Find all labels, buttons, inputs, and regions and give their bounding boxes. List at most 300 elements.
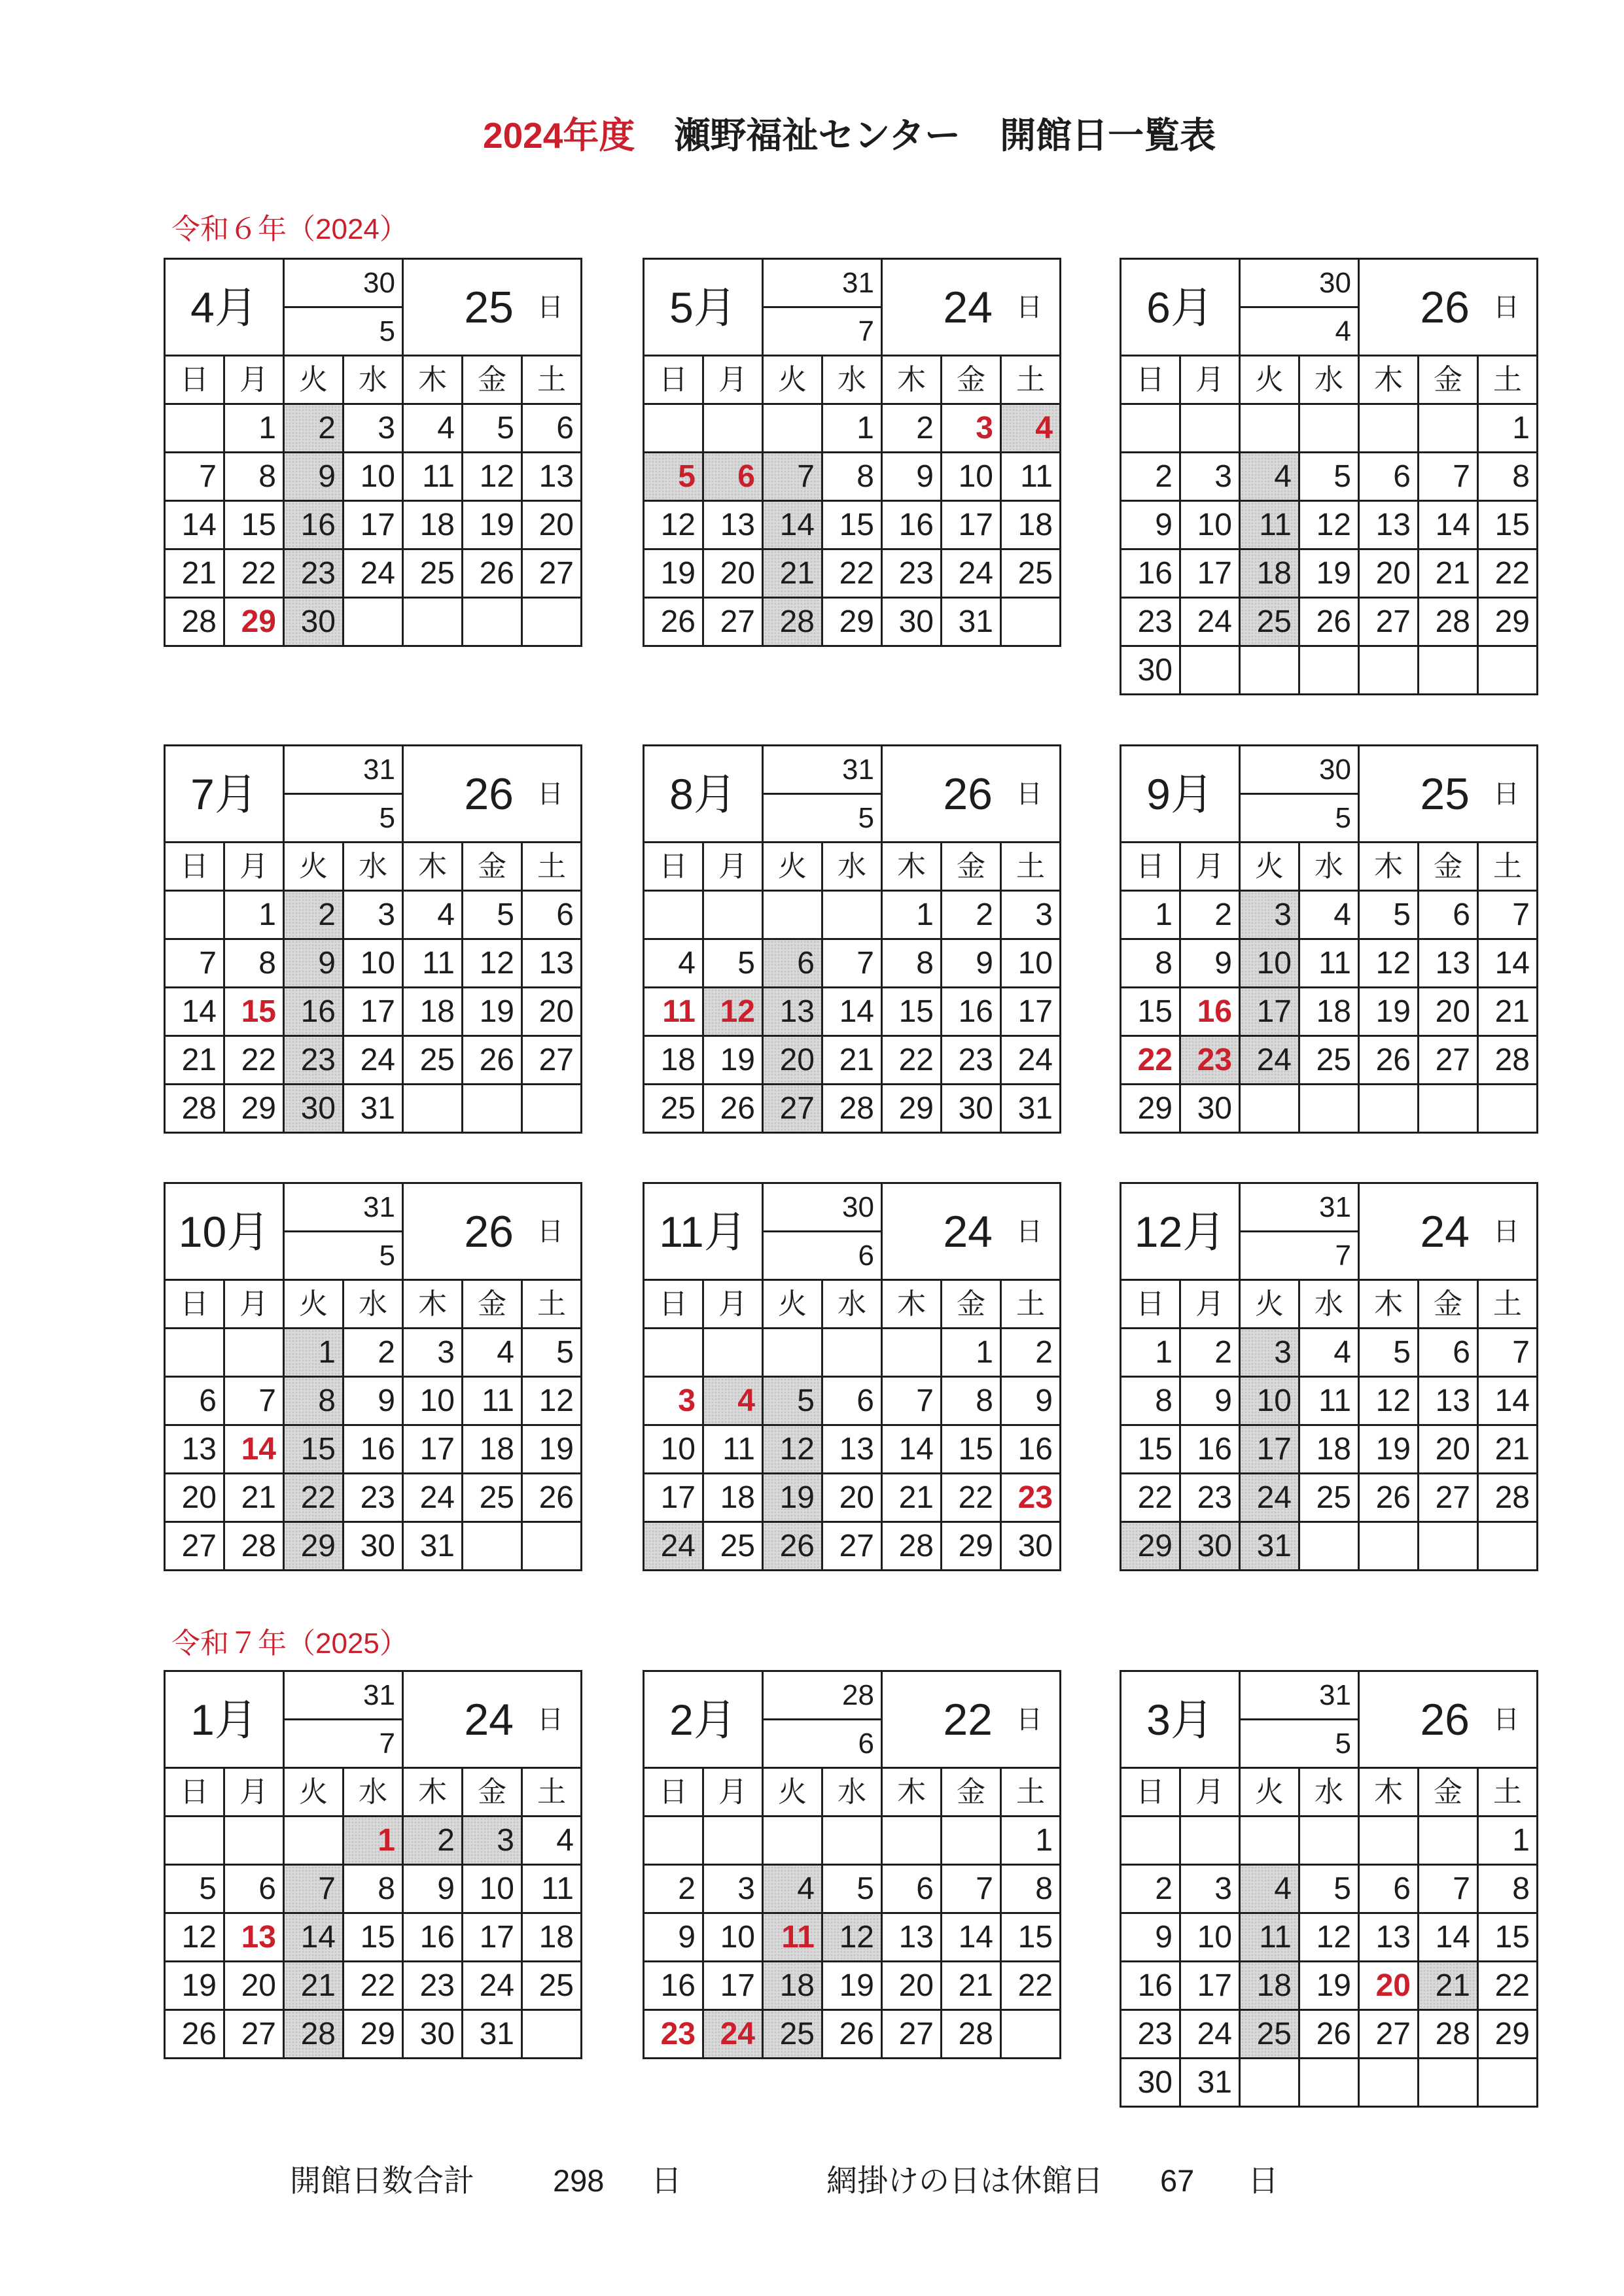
day-cell [1359,598,1419,646]
closed-day-cell [1240,1962,1299,2010]
closed-day-cell [284,1865,344,1913]
day-number: 31 [958,604,993,639]
day-cell [942,501,1001,549]
day-cell [1121,549,1180,598]
month-table [643,258,1061,647]
weekday-header [344,1280,403,1329]
day-number: 15 [898,994,934,1029]
day-number: 14 [898,1431,934,1467]
weekday-label: 月 [239,1775,268,1808]
day-cell [1419,939,1478,988]
month-label: 4月 [190,283,258,332]
closed-days-total-unit: 日 [1248,2163,1279,2198]
day-number: 8 [1035,1871,1053,1906]
day-number: 31 [1197,2064,1232,2100]
day-number: 8 [258,945,276,981]
closed-day-cell [284,404,344,453]
week-row [165,891,582,939]
day-number: 4 [437,897,455,932]
day-number: 17 [479,1919,514,1955]
day-cell [1121,501,1180,549]
days-in-month [285,1184,402,1232]
day-cell [1478,1962,1538,2010]
week-row [644,1865,1061,1913]
day-number: 15 [1137,994,1173,1029]
day-cell [644,939,703,988]
day-cell [822,598,882,646]
closed-days-count [764,795,881,841]
day-number: 7 [258,1383,276,1418]
week-row [1121,2059,1538,2107]
days-in-month [285,1672,402,1720]
week-row [644,1522,1061,1571]
weekday-label: 月 [239,1287,268,1320]
day-cell [463,404,522,453]
closed-days-count-value: 7 [858,315,874,347]
day-number: 6 [1393,1871,1411,1906]
day-number: 24 [1017,1042,1053,1077]
day-number: 20 [538,994,574,1029]
weekday-label: 木 [418,363,447,396]
month-label: 8月 [669,769,737,818]
closed-day-cell [763,501,822,549]
week-row [1121,891,1538,939]
day-number: 20 [538,507,574,542]
day-number: 17 [958,507,993,542]
weekday-label: 日 [180,1775,209,1808]
weekday-label: 木 [897,363,926,396]
weekday-label: 水 [1315,1287,1343,1320]
week-row [1121,1377,1538,1425]
weekday-header [644,843,703,891]
day-cell [344,1085,403,1133]
closed-day-cell [763,598,822,646]
weekday-label: 火 [778,363,807,396]
day-cell [1001,1865,1061,1913]
weekday-label: 月 [718,1287,747,1320]
day-number: 29 [1494,604,1530,639]
day-number: 14 [181,507,217,542]
day-number: 15 [360,1919,395,1955]
day-number: 8 [318,1383,336,1418]
holiday-day-number: 3 [678,1383,696,1418]
open-days-value: 24 [943,1206,993,1257]
day-number: 30 [1197,1528,1232,1563]
day-cell [1121,1329,1180,1377]
day-cell [1299,1474,1359,1522]
day-number: 13 [779,994,815,1029]
day-cell [1001,891,1061,939]
day-number: 4 [1274,459,1292,494]
day-cell [344,1522,403,1571]
empty-day-cell [1299,404,1359,453]
holiday-day-number: 29 [241,604,276,639]
day-number: 5 [497,410,514,445]
day-number: 16 [898,507,934,542]
day-cell [1478,1329,1538,1377]
month-header-row [165,1671,582,1768]
day-number: 18 [779,1968,815,2003]
day-cell [1478,2010,1538,2059]
day-number: 21 [181,555,217,591]
day-cell [224,1522,284,1571]
day-cell [224,2010,284,2059]
day-number: 16 [1137,1968,1173,2003]
holiday-day-number: 12 [720,994,755,1029]
day-cell [703,1036,763,1085]
title-fiscal-year: 2024年度 [483,115,635,156]
day-cell [1299,1425,1359,1474]
day-number: 7 [916,1383,934,1418]
day-number: 13 [898,1919,934,1955]
week-row [1121,1522,1538,1571]
day-cell [1299,1329,1359,1377]
month-header-row [165,1183,582,1280]
day-cell [1299,453,1359,501]
week-row [644,891,1061,939]
day-number: 26 [839,2016,874,2051]
open-days [883,1673,1059,1766]
weekday-header [882,1280,942,1329]
weekday-label: 月 [1195,363,1224,396]
day-cell [942,2010,1001,2059]
week-row [1121,404,1538,453]
day-cell [882,549,942,598]
open-days-value: 26 [464,1206,514,1257]
open-days-unit: 日 [1493,1217,1519,1246]
week-row [165,598,582,646]
day-cell [1001,1962,1061,2010]
closed-day-cell [763,1425,822,1474]
day-number: 18 [660,1042,696,1077]
day-cell [1478,453,1538,501]
day-number: 12 [779,1431,815,1467]
day-number: 14 [181,994,217,1029]
day-number: 20 [779,1042,815,1077]
day-cell [463,2010,522,2059]
day-cell [522,1425,582,1474]
day-cell [224,1085,284,1133]
day-number: 19 [1316,555,1351,591]
year-label-2024: 令和６年（2024） [171,213,408,245]
day-cell [644,501,703,549]
closed-day-cell [1240,1377,1299,1425]
week-row [1121,1913,1538,1962]
day-cell [942,1329,1001,1377]
weekday-label: 水 [1315,850,1343,882]
closed-day-cell [1180,1522,1240,1571]
day-number: 22 [300,1480,336,1515]
open-days [1360,261,1536,354]
weekday-header [403,356,463,404]
day-cell [522,1962,582,2010]
day-cell [1180,1474,1240,1522]
day-number: 16 [419,1919,455,1955]
weekday-label: 土 [1016,1287,1045,1320]
day-count-cell [284,1183,403,1280]
weekday-label: 火 [1255,1287,1284,1320]
day-cell [165,939,224,988]
day-cell [644,1036,703,1085]
day-number: 26 [1316,604,1351,639]
day-cell [942,1425,1001,1474]
weekday-header [1180,843,1240,891]
day-number: 27 [1435,1042,1470,1077]
day-number: 5 [1333,1871,1351,1906]
day-number: 27 [538,1042,574,1077]
weekday-header [1359,356,1419,404]
day-cell [344,1036,403,1085]
day-number: 26 [1316,2016,1351,2051]
weekday-label: 火 [1255,363,1284,396]
day-number: 21 [241,1480,276,1515]
day-number: 18 [1017,507,1053,542]
weekday-label: 金 [478,850,506,882]
empty-day-cell [1001,598,1061,646]
day-cell [1359,501,1419,549]
month-header-row [165,259,582,356]
day-cell [703,939,763,988]
day-cell [1419,1913,1478,1962]
day-number: 16 [660,1968,696,2003]
closed-day-cell [763,1913,822,1962]
day-cell [1001,453,1061,501]
day-number: 23 [1137,604,1173,639]
day-number: 13 [538,459,574,494]
day-number: 30 [1017,1528,1053,1563]
day-cell [165,2010,224,2059]
day-number: 29 [360,2016,395,2051]
days-in-month [1241,1184,1358,1232]
open-days-unit: 日 [1016,292,1042,322]
open-days [404,261,580,354]
days-in-month-value: 31 [363,753,395,786]
empty-day-cell [1299,646,1359,695]
day-cell [403,1425,463,1474]
closed-day-cell [284,1036,344,1085]
weekday-header [763,1280,822,1329]
day-cell [882,453,942,501]
week-row [165,1425,582,1474]
day-number: 3 [1274,1334,1292,1370]
day-cell [344,1377,403,1425]
weekday-label: 金 [957,1775,985,1808]
day-number: 9 [678,1919,696,1955]
day-number: 9 [1035,1383,1053,1418]
day-number: 7 [199,459,217,494]
day-cell [1299,501,1359,549]
day-number: 11 [1318,1383,1351,1418]
day-cell [644,1377,703,1425]
day-number: 18 [1256,555,1292,591]
day-number: 7 [199,945,217,981]
month-label-cell [1121,259,1240,356]
day-number: 24 [660,1528,696,1563]
empty-day-cell [1001,2010,1061,2059]
week-row [165,1036,582,1085]
day-cell [463,1474,522,1522]
empty-day-cell [942,1817,1001,1865]
weekday-header [942,1280,1001,1329]
day-number: 11 [1318,945,1351,981]
weekday-label: 水 [838,1775,866,1808]
empty-day-cell [403,1085,463,1133]
weekday-label: 火 [299,1775,328,1808]
day-cell [1419,891,1478,939]
days-in-month [285,746,402,795]
weekday-header-row [644,1280,1061,1329]
month-table [643,1182,1061,1571]
day-cell [1359,1962,1419,2010]
weekday-label: 火 [299,1287,328,1320]
day-cell [522,1913,582,1962]
day-number: 28 [181,1090,217,1126]
day-cell [1478,501,1538,549]
empty-day-cell [703,1329,763,1377]
day-cell [165,501,224,549]
day-number: 8 [378,1871,395,1906]
day-cell [942,549,1001,598]
day-number: 23 [419,1968,455,2003]
day-cell [822,1085,882,1133]
weekday-label: 木 [897,1287,926,1320]
day-number: 11 [422,459,455,494]
day-cell [344,1329,403,1377]
day-number: 17 [720,1968,755,2003]
weekday-label: 日 [1136,850,1165,882]
day-number: 11 [541,1871,574,1906]
week-row [165,1329,582,1377]
weekday-header [1240,356,1299,404]
day-number: 7 [976,1871,993,1906]
day-cell [1478,1474,1538,1522]
day-number: 16 [1017,1431,1053,1467]
day-cell [882,404,942,453]
weekday-header [522,843,582,891]
day-number: 22 [360,1968,395,2003]
day-cell [1121,988,1180,1036]
day-cell [1180,1865,1240,1913]
day-cell [522,1036,582,1085]
day-cell [1180,1962,1240,2010]
day-cell [463,939,522,988]
weekday-label: 土 [1493,850,1522,882]
weekday-label: 月 [1195,1775,1224,1808]
week-row [1121,1474,1538,1522]
closed-day-cell [1240,1474,1299,1522]
day-number: 3 [497,1822,514,1858]
day-cell [463,1913,522,1962]
title-document: 開館日一覧表 [1000,115,1216,156]
empty-day-cell [1359,1085,1419,1133]
day-number: 22 [1494,1968,1530,2003]
open-days-unit: 日 [1016,1217,1042,1246]
weekday-header [1478,1280,1538,1329]
month-header-row [644,1183,1061,1280]
day-number: 5 [1333,459,1351,494]
empty-day-cell [1419,404,1478,453]
closed-day-cell [763,1962,822,2010]
day-number: 18 [538,1919,574,1955]
weekday-header-row [165,356,582,404]
day-cell [1478,549,1538,598]
weekday-label: 木 [1374,1287,1403,1320]
day-number: 16 [1197,1431,1232,1467]
day-number: 8 [258,459,276,494]
day-number: 23 [360,1480,395,1515]
day-number: 30 [898,604,934,639]
empty-day-cell [703,891,763,939]
day-number: 30 [360,1528,395,1563]
day-cell [644,2010,703,2059]
day-number: 1 [1512,1822,1530,1858]
month-label-cell [644,1183,763,1280]
weekday-label: 水 [838,850,866,882]
day-cell [1478,404,1538,453]
day-number: 11 [1259,1919,1292,1955]
calendar-january [164,1670,582,2059]
empty-day-cell [1180,1817,1240,1865]
weekday-label: 月 [239,850,268,882]
closed-days-count [285,795,402,841]
day-number: 6 [916,1871,934,1906]
day-cell [463,453,522,501]
open-days-total-label: 開館日数合計 [290,2163,474,2198]
day-number: 23 [1137,2016,1173,2051]
day-number: 1 [258,897,276,932]
day-cell [942,939,1001,988]
week-row [1121,453,1538,501]
day-cell [1180,939,1240,988]
weekday-header [1180,356,1240,404]
weekday-header-row [1121,843,1538,891]
day-number: 29 [839,604,874,639]
closed-days-total-value: 67 [1160,2163,1195,2198]
open-days-value: 26 [943,769,993,819]
day-number: 26 [1375,1042,1411,1077]
closed-day-cell [1240,453,1299,501]
closed-day-cell [1419,1962,1478,2010]
closed-day-cell [1240,1329,1299,1377]
day-cell [1180,598,1240,646]
weekday-header [463,1280,522,1329]
day-cell [1359,1425,1419,1474]
closed-day-cell [763,2010,822,2059]
day-number: 6 [797,945,815,981]
day-number: 4 [556,1822,574,1858]
day-number: 12 [1316,507,1351,542]
month-header-row [644,1671,1061,1768]
day-count-cell [763,1183,882,1280]
closed-day-cell [1240,501,1299,549]
day-number: 11 [1259,507,1292,542]
day-number: 7 [1453,459,1470,494]
day-number: 23 [300,1042,336,1077]
weekday-label: 日 [180,363,209,396]
weekday-label: 水 [1315,1775,1343,1808]
day-cell [224,404,284,453]
day-cell [1359,1474,1419,1522]
open-days-total-value: 298 [553,2163,605,2198]
closed-day-cell [284,598,344,646]
week-row [1121,1425,1538,1474]
weekday-header [882,1768,942,1817]
day-cell [1299,2010,1359,2059]
day-number: 22 [1494,555,1530,591]
day-number: 5 [497,897,514,932]
closed-day-cell [344,1817,403,1865]
empty-day-cell [1478,1522,1538,1571]
